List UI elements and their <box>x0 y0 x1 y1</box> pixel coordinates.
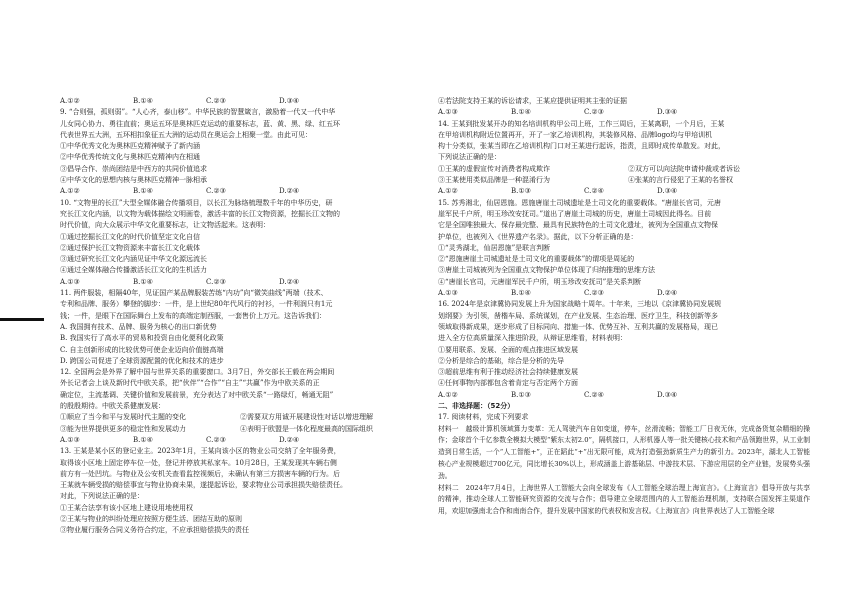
option: A.①② <box>60 187 80 196</box>
option: C.②③ <box>206 97 226 105</box>
question-line: 究长江文化内涵，以文物为载体描绘文明画卷，激活丰富的长江文物资源，挖掘长江文物的 <box>60 209 340 218</box>
question-line: 16. 2024年是京津冀协同发展上升为国家战略十周年。十年来，三地以《京津冀协同发展规 <box>438 300 722 309</box>
question-line: 下列说法正确的是： <box>438 153 501 162</box>
option: D.③④ <box>657 187 678 196</box>
question-line: ③唐崖土司城被列为全国重点文物保护单位体现了归纳推理的思维方法 <box>438 266 655 275</box>
question-line: 12. 全国两会是外界了解中国与世界关系的重要窗口。3月7日，外交部长王毅在两会期间 <box>60 368 335 377</box>
option: C.②④ <box>584 187 604 196</box>
question-line: 时代价值，向大众展示中华文化重要标志，让文物活起来。这表明： <box>60 221 270 230</box>
question-line: ①要用联系、发展、全面的观点推进区域发展 <box>438 345 578 354</box>
question-line: 15. 苏秀湘北，仙居恩施。恩施唐崖土司城遗址是土司文化的重要载体。“唐崖长官司，元唐 <box>438 198 721 207</box>
question-line: ③物业履行服务合同义务符合约定，不应承担赔偿损失的责任 <box>60 526 249 535</box>
option: D.③④ <box>279 97 300 105</box>
question-line: 对此，下列说法正确的是： <box>60 492 144 501</box>
statement: ②双方可以向法院申请仲裁或者诉讼 <box>628 164 740 173</box>
option: A.①② <box>438 187 458 196</box>
left-column <box>60 96 426 537</box>
question-line: ③超前思维有利于推动经济社会持续健康发展 <box>438 368 578 377</box>
option: D.②④ <box>279 187 300 196</box>
question-13 <box>60 446 426 536</box>
q12-options <box>60 435 426 446</box>
question-line: 进入全方位高质量深入推进阶段，从辩证思维看，材料表明： <box>438 334 627 343</box>
option: A.①② <box>60 97 80 105</box>
question-line: 划纲要》为引领，凿楷车局、系统谋划，在产业发展、生态治理、医疗卫生，科技创新等多 <box>438 311 718 320</box>
question-line: 钱；一件，是眼下在国际舞台上发布的高端定制西服，一套售价上万元。这告诉我们： <box>60 311 326 320</box>
option: C.②③ <box>206 435 226 444</box>
question-line: C. 自主创新形成的比较优势可使企业迈向价值链高端 <box>60 345 224 354</box>
q14-items-row <box>438 175 810 186</box>
q10-options <box>60 277 426 288</box>
q12-items-row <box>60 424 426 435</box>
question-line: ①中华优秀文化为奥林匹克精神赋予了新内涵 <box>60 142 200 151</box>
question-10 <box>60 198 426 288</box>
statement: ④张某的言行侵犯了王某的名誉权 <box>628 176 733 185</box>
option: B.①③ <box>511 390 531 399</box>
option: D.③④ <box>657 108 678 117</box>
statement: ①顺应了当今和平与发展时代主题的变化 <box>60 413 186 422</box>
question-line: 13. 王某是某小区的登记业主。2023年1月，王某向该小区的物业公司交纳了全年服务费， <box>60 447 341 456</box>
statement: ③能为世界提供更多的稳定性和发展动力 <box>60 424 186 433</box>
question-line: ①“灵秀湖北，仙居恩施”是联言判断 <box>438 243 551 252</box>
option: C.②③ <box>584 108 604 117</box>
option: A.①③ <box>60 435 80 444</box>
question-line: 儿女同心协力、勇往直前；奥运五环是奥林匹克运动的重要标志，蓝、黄、黑、绿、红五环 <box>60 119 340 128</box>
question-line: ②通过保护长江文物资源来丰富长江文化载体 <box>60 243 200 252</box>
option: B.①④ <box>511 108 531 117</box>
option: D.②④ <box>279 277 300 286</box>
question-line: 代表世界五大洲，五环相扣象征五大洲的运动员在奥运会上相聚一堂。由此可见： <box>60 130 312 139</box>
option: A.①③ <box>60 277 80 286</box>
question-line: 9. “合则强，孤则弱”。“人心齐，泰山移”。中华民族的智慧箴言，激励着一代又一代中华 <box>60 108 336 117</box>
option: C.②④ <box>584 390 604 399</box>
question-16 <box>438 299 810 401</box>
question-line: ④若法院支持王某的诉讼请求，王某应提供证明其主张的证据 <box>438 97 627 105</box>
q17-material-2: 材料二 2024年7月4日，上海世界人工智能大会向全球发布《人工智能全球治理上海宣言》。《上海宣言》倡导开放与共享的精神，推动全球人工智能研究资源的交流与合作；倡导建立全球范围内的人工智能治理机制，支持联合国发挥主渠道作用，欢迎加强南北合作和南南合作，提升发展中国家的代表权和发言权。《上海宣言》向世界表达了人工智能全球 <box>438 483 810 516</box>
option: B.①④ <box>133 187 153 196</box>
option: B.①④ <box>511 289 531 298</box>
q14-items-row <box>438 164 810 175</box>
option: A.①② <box>438 390 458 399</box>
question-line: ③通过研究长江文化内涵见证中华文化源远流长 <box>60 255 207 264</box>
question-line: 领域取得新成果，逐步形成了目标同向、措施一体、优势互补、互利共赢的发展格局，现已 <box>438 322 718 331</box>
option: B.①④ <box>133 277 153 286</box>
binding-margin-mark <box>0 318 44 321</box>
option: A.①③ <box>438 289 458 298</box>
q12-items-row <box>60 412 426 423</box>
question-line: 10. “文物里的长江”大型全媒体融合传播项目，以长江为脉络梳理数千年的中华历史，研 <box>60 198 333 207</box>
question-line: ④“唐崖长官司，元唐崖军民千户所，明玉珍改安抚司”是关系判断 <box>438 277 642 286</box>
question-14 <box>438 119 810 198</box>
question-line: ③倡导合作、崇尚团结是中西方的共同价值追求 <box>60 164 207 173</box>
statement: ①王某的虚假宣传对消费者构成欺诈 <box>438 164 550 173</box>
question-line: ④通过全媒体融合传播激活长江文化的生机活力 <box>60 266 207 275</box>
question-line: ④中华文化的思想内核与奥林匹克精神一脉相承 <box>60 176 207 185</box>
question-line: A. 我国拥有技术、品牌、服务为核心的出口新优势 <box>60 322 217 331</box>
question-line: ②王某与物业的纠纷处理应按照方便生活、团结互助的原则 <box>60 514 242 523</box>
question-line: ④任何事物内部都包含着肯定与否定两个方面 <box>438 379 578 388</box>
option: D.②④ <box>657 289 678 298</box>
q16-options <box>438 390 810 401</box>
option: C.②③ <box>584 289 604 298</box>
question-17-title: 17. 阅读材料，完成下列要求 <box>438 413 529 422</box>
statement: ②需要双方用诚开展建设性对话以增进理解 <box>240 413 373 422</box>
question-line: 前方有一处凹坑。与物业及公安机关查看监控视频后，未确认有第三方损害车辆的行为。后 <box>60 469 340 478</box>
question-15 <box>438 198 810 300</box>
question-line: 11. 两件服装，相隔40年，见证国产某品牌服装苦练“内功”向“微笑曲线”两端（技术、 <box>60 289 328 298</box>
question-line: ①通过挖掘长江文化的时代价值坚定文化自信 <box>60 232 200 241</box>
question-line: B. 我国实行了高水平的贸易和投资自由化便利化政策 <box>60 334 224 343</box>
question-line: 确定位，主流基调、关键价值和发展前景，充分表达了对中欧关系“一路绿灯，畅通无阻” <box>60 390 334 399</box>
q8-options <box>60 96 426 107</box>
option: C.②③ <box>206 187 226 196</box>
question-line: 在甲培训机构附近位置再开，开了一家乙培训机构，其装修风格、品牌logo均与甲培训机 <box>438 130 713 139</box>
question-line: 构十分类似，张某当即在乙培训机构门口对王某进行起诉，指责，且即时成传单散发。对此， <box>438 142 725 151</box>
question-line: 它是全国唯独最大、保存最完整、最具有民族特色的土司文化遗址，被列为全国重点文物保 <box>438 221 718 230</box>
question-line: ②分析是综合的基础，综合是分析的先导 <box>438 356 564 365</box>
option: D.②④ <box>279 435 300 444</box>
option: D.③④ <box>657 390 678 399</box>
right-column <box>438 96 810 518</box>
option: A.①③ <box>438 108 458 117</box>
question-line: ①王某合法享有该小区地上建设用地使用权 <box>60 503 193 512</box>
question-line: 专利和品牌、服务）攀登的脚步：一件，是上世纪80年代风行的衬衫，一件利润只有1元 <box>60 300 333 309</box>
q9-options <box>60 186 426 197</box>
question-line: D. 跨国公司促进了全球资源配置的优化和技术的进步 <box>60 356 224 365</box>
question-line: 14. 王某到批发某开办的知名培训机构甲公司上班，工作三周后，王某离职，一个月后，王某 <box>438 119 725 128</box>
question-line: 外长记者会上谈及新时代中欧关系，把“伙伴”“合作”“自主”“共赢”作为中欧关系的正 <box>60 379 320 388</box>
statement: ④表明于欧盟是一体化程度最高的国际组织 <box>240 424 373 433</box>
q13-options <box>438 107 810 118</box>
option: C.②③ <box>206 277 226 286</box>
question-line: 取得该小区地上固定停车位一处，登记并停放其私家车。10月28日，王某发现其车辆右侧 <box>60 458 337 467</box>
statement: ③王某使用类似品牌是一种混淆行为 <box>438 176 550 185</box>
q15-options <box>438 288 810 299</box>
option: B.①④ <box>133 435 153 444</box>
question-9 <box>60 107 426 197</box>
question-line: ②中华优秀传统文化与奥林匹克精神内在相通 <box>60 153 200 162</box>
question-line: 护单位，也被列入《世界遗产名录》。据此，以下分析正确的是： <box>438 232 638 241</box>
section-heading: 二、非选择题：（52分） <box>438 402 515 411</box>
question-line: 崖军民千户所，明玉珍改安抚司。”道出了唐崖土司城的历史，唐崖土司城因此得名。目前 <box>438 209 712 218</box>
q14-options <box>438 186 810 197</box>
question-line: ②“恩施唐崖土司城遗址是土司文化的重要载体”的谓项是周延的 <box>438 255 635 264</box>
question-line: 的殷殷期待。中欧关系健康发展： <box>60 402 165 411</box>
question-line: 王某就车辆受损的赔偿事宜与物业协商未果，遂提起诉讼，要求物业公司承担损失赔偿责任。 <box>60 481 347 490</box>
question-12 <box>60 367 426 446</box>
question-11 <box>60 288 426 367</box>
option: B.①③ <box>511 187 531 196</box>
option: B.①④ <box>133 97 153 105</box>
q17-material-1: 材料一 越级计算机领域算力变革：无人驾驶汽车自如变道，停车，丝滑流畅；智能工厂日夜无休，完成备货复杂精细的操作；金球首个千亿参数全模拟大模型“紫东太初2.0”，隔机接口，人形机器人等一批关键核心技术和产品领跑世界，从工业制造到日常生活，一个“人工智能+”，正在蹈此“+”出无限可能，成为打造强劲新质生产力的新引力。2023年，湖北人工智能核心产业规模超过700亿元，同比增长30%以上，形成涵盖上游基础层、中游技术层、下游应用层的全产业链，发展势头强劲。 <box>438 424 810 480</box>
